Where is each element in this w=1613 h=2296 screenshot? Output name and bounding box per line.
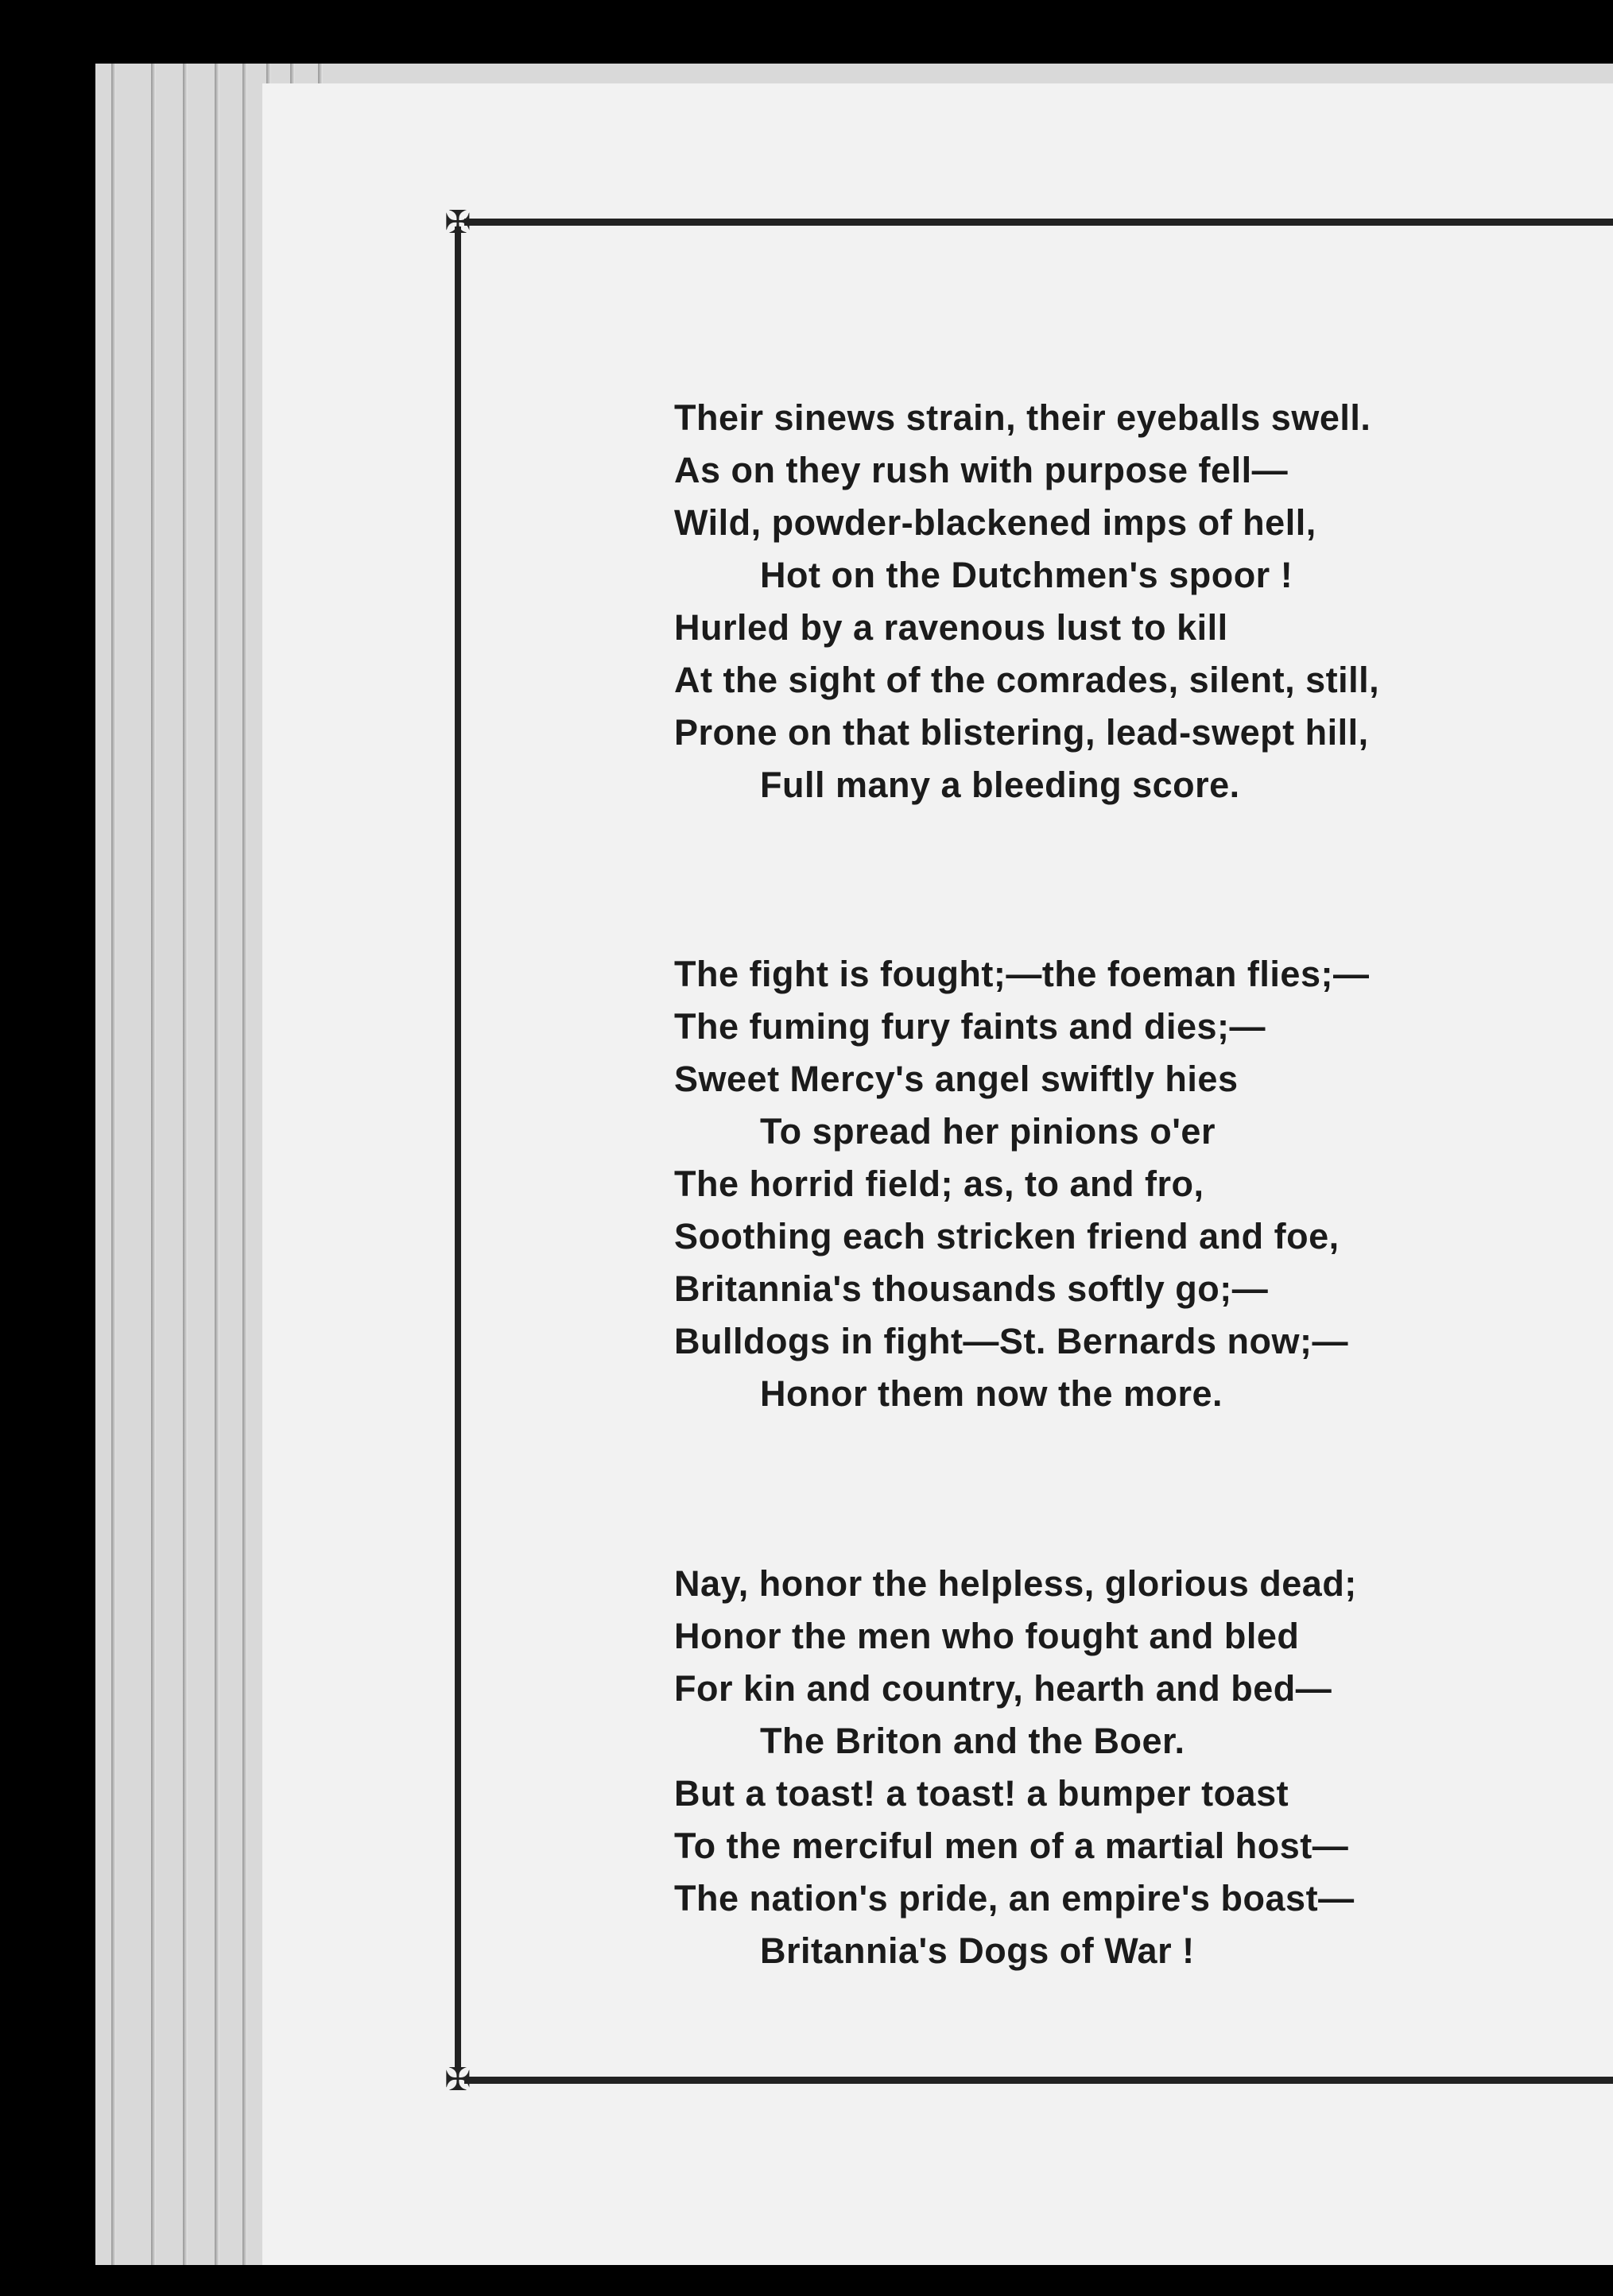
poem-line: Honor them now the more. xyxy=(760,1373,1223,1414)
poem-line: To the merciful men of a martial host— xyxy=(674,1826,1349,1866)
poem-line: To spread her pinions o'er xyxy=(760,1111,1216,1152)
page-edge xyxy=(151,64,156,2265)
poem-line: Hot on the Dutchmen's spoor ! xyxy=(760,555,1293,595)
poem-line: The Briton and the Boer. xyxy=(760,1721,1185,1761)
poem-line: Bulldogs in fight—St. Bernards now;— xyxy=(674,1321,1348,1361)
poem-line: Sweet Mercy's angel swiftly hies xyxy=(674,1059,1239,1099)
poem-line: The fuming fury faints and dies;— xyxy=(674,1006,1266,1047)
poem-line: Nay, honor the helpless, glorious dead; xyxy=(674,1563,1357,1604)
poem-line: But a toast! a toast! a bumper toast xyxy=(674,1773,1289,1814)
poem-line: As on they rush with purpose fell— xyxy=(674,450,1289,490)
poem-line: For kin and country, hearth and bed— xyxy=(674,1668,1332,1709)
poem-line: Wild, powder-blackened imps of hell, xyxy=(674,502,1316,543)
frame-left-rule xyxy=(455,227,461,2070)
poem-stanza xyxy=(674,392,1588,811)
page-edge xyxy=(183,64,188,2265)
poem-line: Britannia's thousands softly go;— xyxy=(674,1268,1269,1309)
poem-line: Their sinews strain, their eyeballs swell. xyxy=(674,397,1371,438)
poem-line: Prone on that blistering, lead-swept hill, xyxy=(674,712,1369,753)
poem-line: At the sight of the comrades, silent, still, xyxy=(674,660,1380,700)
frame-bottom-rule xyxy=(464,2077,1613,2084)
poem-line: Honor the men who fought and bled xyxy=(674,1616,1300,1656)
page-edge xyxy=(111,64,116,2265)
frame-top-rule xyxy=(464,219,1613,226)
poem-line: The fight is fought;—the foeman flies;— xyxy=(674,954,1370,994)
page-edge xyxy=(215,64,219,2265)
poem-line: Hurled by a ravenous lust to kill xyxy=(674,607,1228,648)
maltese-cross-icon: ✠ xyxy=(444,2062,471,2097)
maltese-cross-icon: ✠ xyxy=(444,205,471,240)
poem-line: The nation's pride, an empire's boast— xyxy=(674,1878,1355,1918)
poem-stanza xyxy=(674,1558,1588,1977)
page-edge xyxy=(242,64,247,2265)
poem-line: Britannia's Dogs of War ! xyxy=(760,1930,1195,1971)
poem-line: Full many a bleeding score. xyxy=(760,765,1240,805)
poem-line: Soothing each stricken friend and foe, xyxy=(674,1216,1340,1256)
poem-stanza xyxy=(674,948,1588,1420)
poem-line: The horrid field; as, to and fro, xyxy=(674,1163,1204,1204)
